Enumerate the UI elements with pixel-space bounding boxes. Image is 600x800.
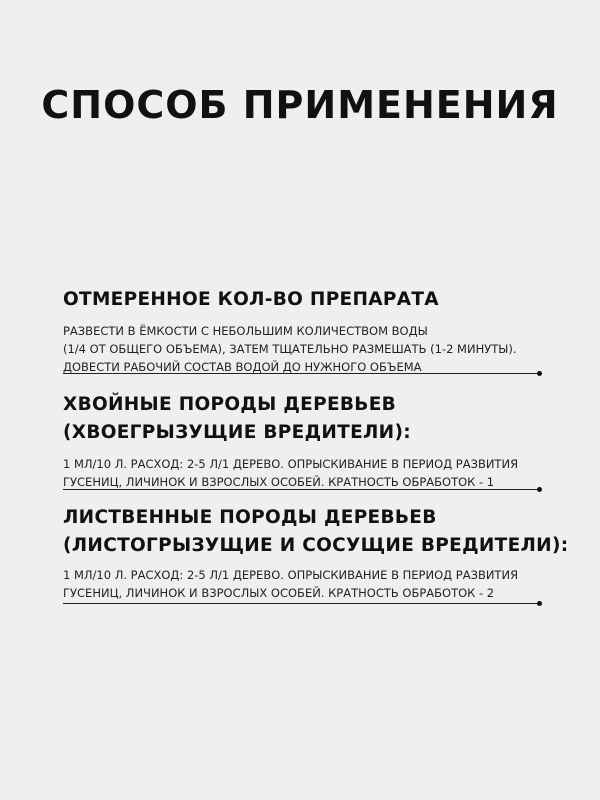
- section-body-line: РАЗВЕСТИ В ЁМКОСТИ С НЕБОЛЬШИМ КОЛИЧЕСТВОМ ВОДЫ: [63, 324, 428, 338]
- section-heading-line: (ЛИСТОГРЫЗУЩИЕ И СОСУЩИЕ ВРЕДИТЕЛИ):: [63, 535, 569, 556]
- section-body-line: 1 МЛ/10 Л. РАСХОД: 2-5 Л/1 ДЕРЕВО. ОПРЫСКИВАНИЕ В ПЕРИОД РАЗВИТИЯ: [63, 457, 519, 471]
- section-heading: [63, 504, 569, 560]
- section-body: [63, 322, 543, 376]
- divider-dot-icon: [537, 601, 542, 606]
- section-conifers: [63, 391, 543, 491]
- section-heading-line: ОТМЕРЕННОЕ КОЛ-ВО ПРЕПАРАТА: [63, 289, 439, 310]
- section-body: [63, 566, 543, 602]
- divider-line: [63, 489, 539, 490]
- divider-dot-icon: [537, 487, 542, 492]
- section-body-line: ГУСЕНИЦ, ЛИЧИНОК И ВЗРОСЛЫХ ОСОБЕЙ. КРАТНОСТЬ ОБРАБОТОК - 1: [63, 475, 495, 489]
- section-heading-line: (ХВОЕГРЫЗУЩИЕ ВРЕДИТЕЛИ):: [63, 422, 411, 443]
- section-body: [63, 455, 543, 491]
- section-body-line: ДОВЕСТИ РАБОЧИЙ СОСТАВ ВОДОЙ ДО НУЖНОГО ОБЪЕМА: [63, 360, 422, 374]
- section-body-line: 1 МЛ/10 Л. РАСХОД: 2-5 Л/1 ДЕРЕВО. ОПРЫСКИВАНИЕ В ПЕРИОД РАЗВИТИЯ: [63, 568, 519, 582]
- section-heading: [63, 286, 543, 314]
- section-heading-line: ЛИСТВЕННЫЕ ПОРОДЫ ДЕРЕВЬЕВ: [63, 507, 437, 528]
- section-body-line: ГУСЕНИЦ, ЛИЧИНОК И ВЗРОСЛЫХ ОСОБЕЙ. КРАТНОСТЬ ОБРАБОТОК - 2: [63, 586, 495, 600]
- section-measured-amount: [63, 286, 543, 376]
- divider-line: [63, 603, 539, 604]
- section-body-line: (1/4 ОТ ОБЩЕГО ОБЪЕМА), ЗАТЕМ ТЩАТЕЛЬНО РАЗМЕШАТЬ (1-2 МИНУТЫ).: [63, 342, 517, 356]
- section-heading: [63, 391, 543, 447]
- divider-dot-icon: [537, 371, 542, 376]
- section-heading-line: ХВОЙНЫЕ ПОРОДЫ ДЕРЕВЬЕВ: [63, 394, 397, 415]
- section-deciduous: [63, 504, 569, 602]
- page-title: СПОСОБ ПРИМЕНЕНИЯ: [41, 83, 559, 127]
- divider-line: [63, 373, 539, 374]
